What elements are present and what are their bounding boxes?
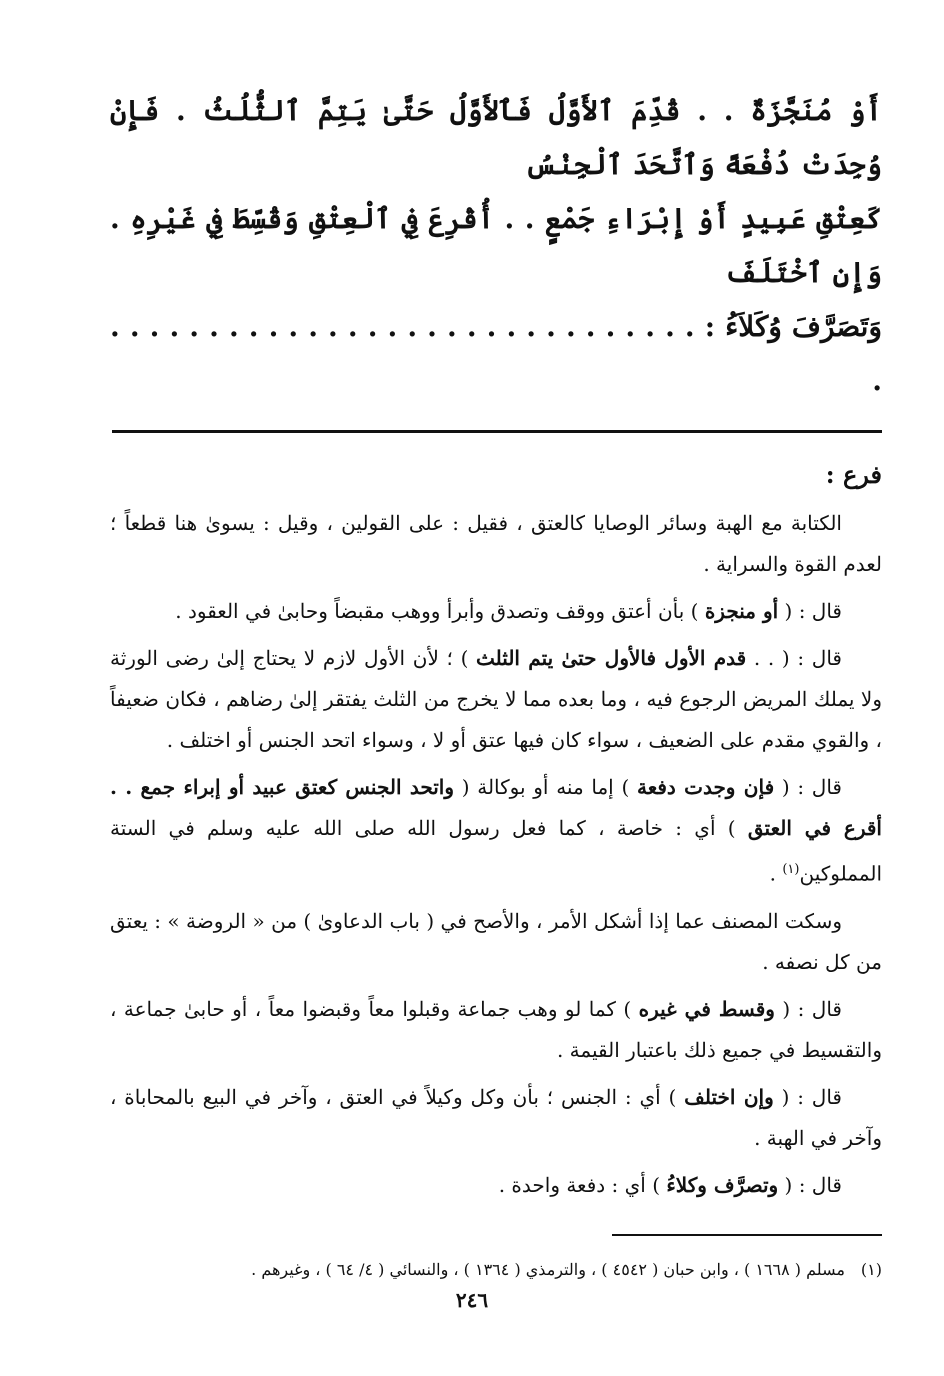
- commentary-paragraph: قال : ( وإن اختلف ) أي : الجنس ؛ بأن وكل وكيلاً في العتق ، وآخر في البيع بالمحاباة ، وآخر في الهبة .: [110, 1084, 882, 1150]
- section-heading: فرع :: [825, 460, 882, 489]
- commentary-paragraph: قال : ( وقسط في غيره ) كما لو وهب جماعة وقبلوا معاً وقبضوا معاً ، أو حابىٰ جماعة ، والتقسيط في جميع ذلك باعتبار القيمة .: [110, 996, 882, 1062]
- page-number: ٢٤٦: [455, 1288, 489, 1312]
- footnote-number: (١): [860, 1259, 882, 1279]
- footnote-divider: [612, 1234, 882, 1236]
- commentary-paragraph: قال : ( فإن وجدت دفعة ) إما منه أو بوكالة ( واتحد الجنس كعتق عبيد أو إبراء جمع . . أقرع في العتق ) أي : خاصة ، كما فعل رسول الله صلى الله عليه وسلم في الستة المملوكين$^{(١)}$ .: [110, 775, 882, 886]
- commentary-paragraph: قال : ( وتصرَّف وكلاءُ ) أي : دفعة واحدة .: [498, 1172, 842, 1197]
- footnote-marker: (١): [782, 862, 800, 877]
- commentary-paragraph: قال : ( . . قدم الأول فالأول حتىٰ يتم الثلث ) ؛ لأن الأول لازم لا يحتاج إلىٰ رضى الورثة ولا يملك المريض الرجوع فيه ، وما بعده مما لا يخرج من الثلث يفتقر إلىٰ رضاهم ، فكان ضعيفاً ، والقوي مقدم على الضعيف ، سواء كان فيها عتق أو لا ، وسواء اتحد الجنس أو اختلف .: [110, 646, 882, 752]
- commentary-paragraph: وسكت المصنف عما إذا أشكل الأمر ، والأصح في ( باب الدعاوىٰ ) من « الروضة » : يعتق من كل نصفه .: [110, 908, 882, 974]
- matn-text: أَوْ مُنَجَّزَةٌ . . قُدِّمَ ٱلأَوَّلُ فَٱلأَوَّلُ حَتَّىٰ يَتِمَّ ٱلثُّلُثُ . فَإِنْ وُجِدَتْ دُفْعَةً وَٱتَّحَدَ ٱلْجِنْسُ كَعِتْقِ عَبِيدٍ أَوْ إِبْرَاءِ جَمْعٍ . . أُقْرِعَ فِي ٱلْعِتْقِ وَقُسِّطَ فِي غَيْرِهِ . وَإِنِ ٱخْتَلَفَ وَتَصَرَّفَ وُكَلاَءُ : . . . . . . . . . . . . . . . . . . . . . . . . . . . . . . .: [110, 94, 883, 397]
- matn-divider: [112, 430, 882, 433]
- footnote: [110, 1254, 882, 1286]
- commentary-paragraph: قال : ( أو منجزة ) بأن أعتق ووقف وتصدق وأبرأ ووهب مقبضاً وحابىٰ في العقود .: [175, 599, 842, 623]
- footnote-text: مسلم ( ١٦٦٨ ) ، وابن حبان ( ٤٥٤٢ ) ، والترمذي ( ١٣٦٤ ) ، والنسائي ( ٤/ ٦٤ ) ، وغيرهم .: [251, 1259, 845, 1279]
- page-body: [110, 70, 882, 1286]
- commentary-paragraph: الكتابة مع الهبة وسائر الوصايا كالعتق ، فقيل : على القولين ، وقيل : يسوىٰ هنا قطعاً ؛ لعدم القوة والسراية .: [110, 511, 882, 576]
